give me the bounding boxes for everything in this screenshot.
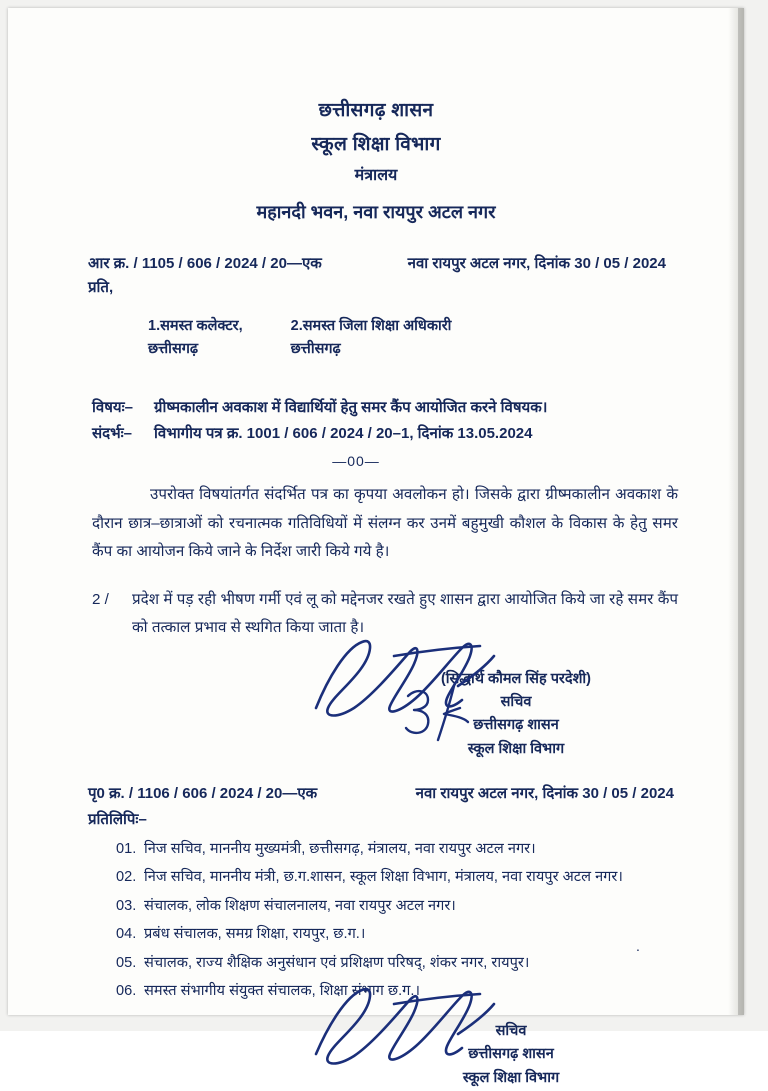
copy-item-number: 05. xyxy=(116,954,137,971)
to-label: प्रति, xyxy=(88,278,114,296)
reference-number-2: पृ0 क्र. / 1106 / 606 / 2024 / 20—एक xyxy=(88,784,318,802)
document-header xyxy=(8,96,744,227)
copy-item-text: संचालक, लोक शिक्षण संचालनालय, नवा रायपुर अटल नगर। xyxy=(144,897,456,914)
copy-item-number: 02. xyxy=(116,869,137,886)
list-item xyxy=(116,949,624,977)
paragraph-1: उपरोक्त विषयांतर्गत संदर्भित पत्र का कृपया अवलोकन हो। जिसके द्वारा ग्रीष्मकालीन अवकाश के दौरान छात्र–छात्राओं को रचनात्मक गतिविधियों में संलग्न कर उनमें बहुमुखी कौशल के विकास के हेतु समर कैंप का आयोजन किये जाने के निर्देश जारी किये गये है। xyxy=(92,486,678,560)
signatory-role: सचिव xyxy=(500,694,532,711)
signatory-dept-name: स्कूल शिक्षा विभाग xyxy=(467,740,565,757)
copy-item-text: प्रबंध संचालक, समग्र शिक्षा, रायपुर, छ.ग.। xyxy=(144,926,366,943)
signature-block-secondary xyxy=(8,1020,744,1091)
copy-item-text: निज सचिव, माननीय मंत्री, छ.ग.शासन, स्कूल शिक्षा विभाग, मंत्रालय, नवा रायपुर अटल नगर। xyxy=(144,869,623,886)
separator-dashes: —00— xyxy=(332,453,380,470)
subject-row xyxy=(92,395,674,421)
copy-item-number: 01. xyxy=(116,840,137,857)
list-item xyxy=(116,892,624,920)
stray-ink-mark: . xyxy=(636,938,640,954)
signatory-name: (सिद्धार्थ कौमल सिंह परदेशी) xyxy=(440,671,592,688)
recipient-2-number: 2. xyxy=(290,317,303,334)
copy-item-text: समस्त संभागीय संयुक्त संचालक, शिक्षा संभाग छ.ग.। xyxy=(144,983,420,1000)
list-item xyxy=(116,977,624,1005)
signatory-dept-state: छत्तीसगढ़ शासन xyxy=(473,717,559,734)
list-item xyxy=(116,863,624,891)
recipient-1-line2: छत्तीसगढ़ xyxy=(148,340,199,357)
header-state-government: छत्तीसगढ़ शासन xyxy=(318,100,434,121)
paragraph-2 xyxy=(8,586,744,642)
paper-sheet xyxy=(8,8,744,1087)
document-body xyxy=(8,8,744,1087)
recipient-1 xyxy=(148,315,243,361)
recipient-1-number: 1. xyxy=(148,317,161,334)
copy-item-number: 04. xyxy=(116,926,137,943)
recipient-1-line1 xyxy=(148,315,243,338)
reference-place-date: नवा रायपुर अटल नगर, दिनांक 30 / 05 / 2024 xyxy=(407,254,666,272)
subject-label: विषयः– xyxy=(92,398,133,416)
header-department: स्कूल शिक्षा विभाग xyxy=(311,134,441,156)
header-ministry: मंत्रालय xyxy=(354,166,398,184)
copy-item-text: संचालक, राज्य शैक्षिक अनुसंधान एवं प्रशिक्षण परिषद्, शंकर नगर, रायपुर। xyxy=(144,954,530,971)
recipient-2 xyxy=(291,315,452,361)
context-row xyxy=(92,421,674,447)
context-text: विभागीय पत्र क्र. 1001 / 606 / 2024 / 20–1, दिनांक 13.05.2024 xyxy=(154,425,533,443)
recipient-1-title: समस्त कलेक्टर, xyxy=(160,317,243,334)
copy-item-number: 03. xyxy=(116,897,137,914)
signatory-dept-name-2: स्कूल शिक्षा विभाग xyxy=(462,1070,560,1087)
recipients-block xyxy=(8,315,744,361)
list-item xyxy=(116,920,624,948)
reference-place-date-2: नवा रायपुर अटल नगर, दिनांक 30 / 05 / 2024 xyxy=(415,784,674,802)
reference-row xyxy=(8,253,744,273)
paragraph-2-text: प्रदेश में पड़ रही भीषण गर्मी एवं लू को मद्देनजर रखते हुए शासन द्वारा आयोजित किये जा रहे समर कैंप को तत्काल प्रभाव से स्थगित किया जाता है। xyxy=(132,590,678,636)
recipient-2-title: समस्त जिला शिक्षा अधिकारी xyxy=(302,317,452,334)
subject-and-context xyxy=(8,395,744,448)
signatory-role-2: सचिव xyxy=(495,1022,527,1039)
copy-to-label: प्रतिलिपिः– xyxy=(88,810,147,828)
reference-number: आर क्र. / 1105 / 606 / 2024 / 20—एक xyxy=(88,254,322,272)
header-address: महानदी भवन, नवा रायपुर अटल नगर xyxy=(256,201,496,222)
signature-block-primary xyxy=(8,668,744,761)
copy-item-text: निज सचिव, माननीय मुख्यमंत्री, छत्तीसगढ़, मंत्रालय, नवा रायपुर अटल नगर। xyxy=(144,840,536,857)
recipient-2-line2: छत्तीसगढ़ xyxy=(290,340,341,357)
list-item xyxy=(116,835,624,863)
context-label: संदर्भः– xyxy=(92,425,133,443)
copy-item-number: 06. xyxy=(116,983,137,1000)
signatory-dept-state-2: छत्तीसगढ़ शासन xyxy=(468,1046,554,1063)
copy-distribution-list xyxy=(8,835,744,1006)
subject-text: ग्रीष्मकालीन अवकाश में विद्यार्थियों हेतु समर कैंप आयोजित करने विषयक। xyxy=(154,398,548,416)
reference-row-secondary xyxy=(8,783,744,803)
recipient-2-line1 xyxy=(291,315,452,338)
paragraph-2-number: 2 / xyxy=(92,590,109,608)
